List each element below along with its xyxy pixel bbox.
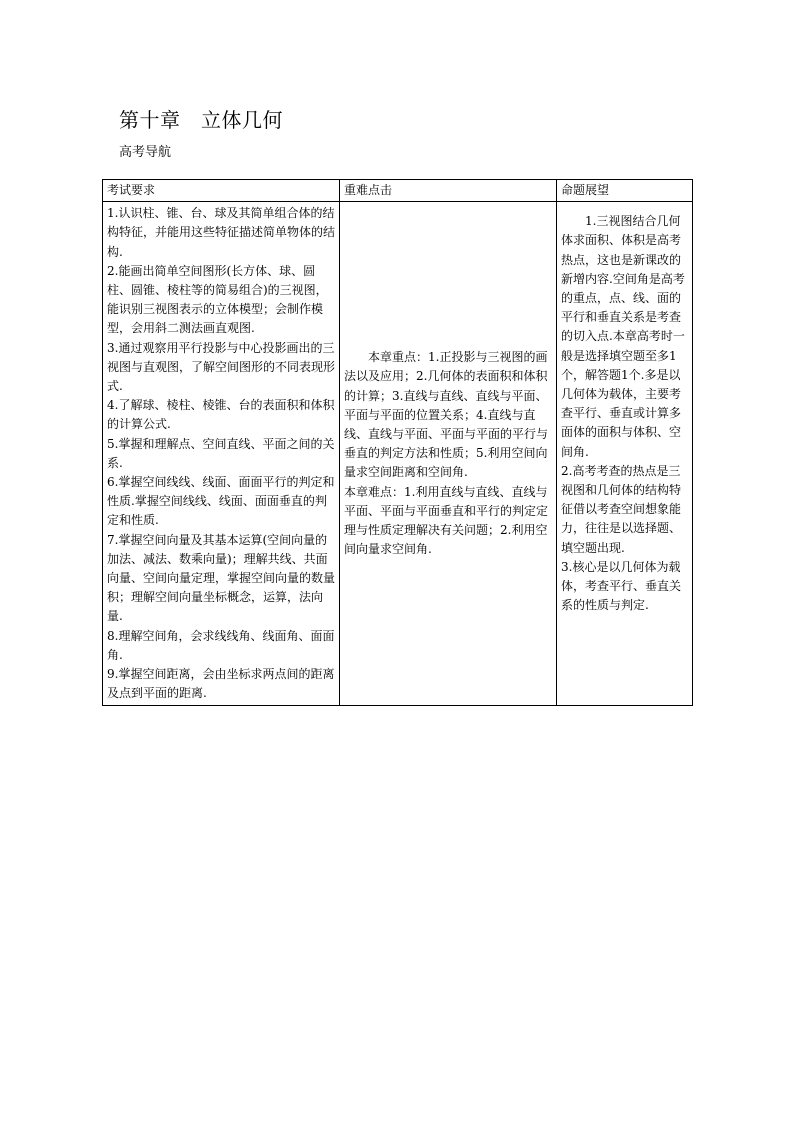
requirement-item: 9.掌握空间距离，会由坐标求两点间的距离及点到平面的距离.	[107, 667, 335, 701]
outlook-cell	[557, 202, 693, 706]
section-subtitle: 高考导航	[119, 145, 172, 160]
outlook-item: 3.核心是以几何体为载体，考查平行、垂直关系的性质与判定.	[561, 559, 682, 613]
requirement-item: 5.掌握和理解点、空间直线、平面之间的关系.	[107, 436, 335, 470]
chapter-title: 第十章 立体几何	[119, 108, 283, 132]
requirement-item: 2.能画出简单空间图形(长方体、球、圆柱、圆锥、棱柱等的简易组合)的三视图，能识别三视图表示的立体模型；会制作模型，会用斜二测法画直观图.	[107, 263, 328, 336]
exam-guide-table	[102, 179, 693, 706]
key-point-paragraph: 本章重点：1.正投影与三视图的画法以及应用；2.几何体的表面积和体积的计算；3.直线与直线、直线与平面、平面与平面的位置关系；4.直线与直线、直线与平面、平面与平面的平行与垂直的判定方法和性质；5.利用空间向量求空间距离和空间角.	[344, 350, 549, 480]
requirement-item: 3.通过观察用平行投影与中心投影画出的三视图与直观图，了解空间图形的不同表现形式.	[107, 340, 336, 394]
outlook-item: 2.高考考查的热点是三视图和几何体的结构特征借以考查空间想象能力，往往是以选择题、填空题出现.	[561, 463, 682, 555]
requirement-item: 7.掌握空间向量及其基本运算(空间向量的加法、减法、数乘向量)；理解共线、共面向量、空间向量定理，掌握空间向量的数量积；理解空间向量坐标概念，运算，法向量.	[107, 532, 336, 624]
requirement-item: 4.了解球、棱柱、棱锥、台的表面积和体积的计算公式.	[107, 398, 335, 432]
outlook-item: 1.三视图结合几何体求面积、体积是高考热点，这也是新课改的新增内容.空间角是高考的重点，点、线、面的平行和垂直关系是考查的切入点.本章高考时一般是选择填空题至多1个，解答题1个.多是以几何体为载体，主要考查平行、垂直或计算多面体的面积与体积、空间角.	[561, 214, 685, 459]
difficulty-paragraph: 本章难点：1.利用直线与直线、直线与平面、平面与平面垂直和平行的判定定理与性质定理解决有关问题；2.利用空间向量求空间角.	[344, 484, 549, 557]
key-points-cell	[340, 202, 557, 706]
header-exam-requirements: 考试要求	[103, 180, 340, 202]
table-header-row	[103, 180, 693, 202]
header-key-points: 重难点击	[340, 180, 557, 202]
requirement-item: 6.掌握空间线线、线面、面面平行的判定和性质.掌握空间线线、线面、面面垂直的判定和性质.	[107, 475, 335, 528]
table-row	[103, 202, 693, 706]
header-outlook: 命题展望	[557, 180, 693, 202]
exam-requirements-cell	[103, 202, 340, 706]
requirement-item: 1.认识柱、锥、台、球及其简单组合体的结构特征，并能用这些特征描述简单物体的结构.	[107, 206, 336, 259]
requirement-item: 8.理解空间角，会求线线角、线面角、面面角.	[107, 628, 335, 662]
